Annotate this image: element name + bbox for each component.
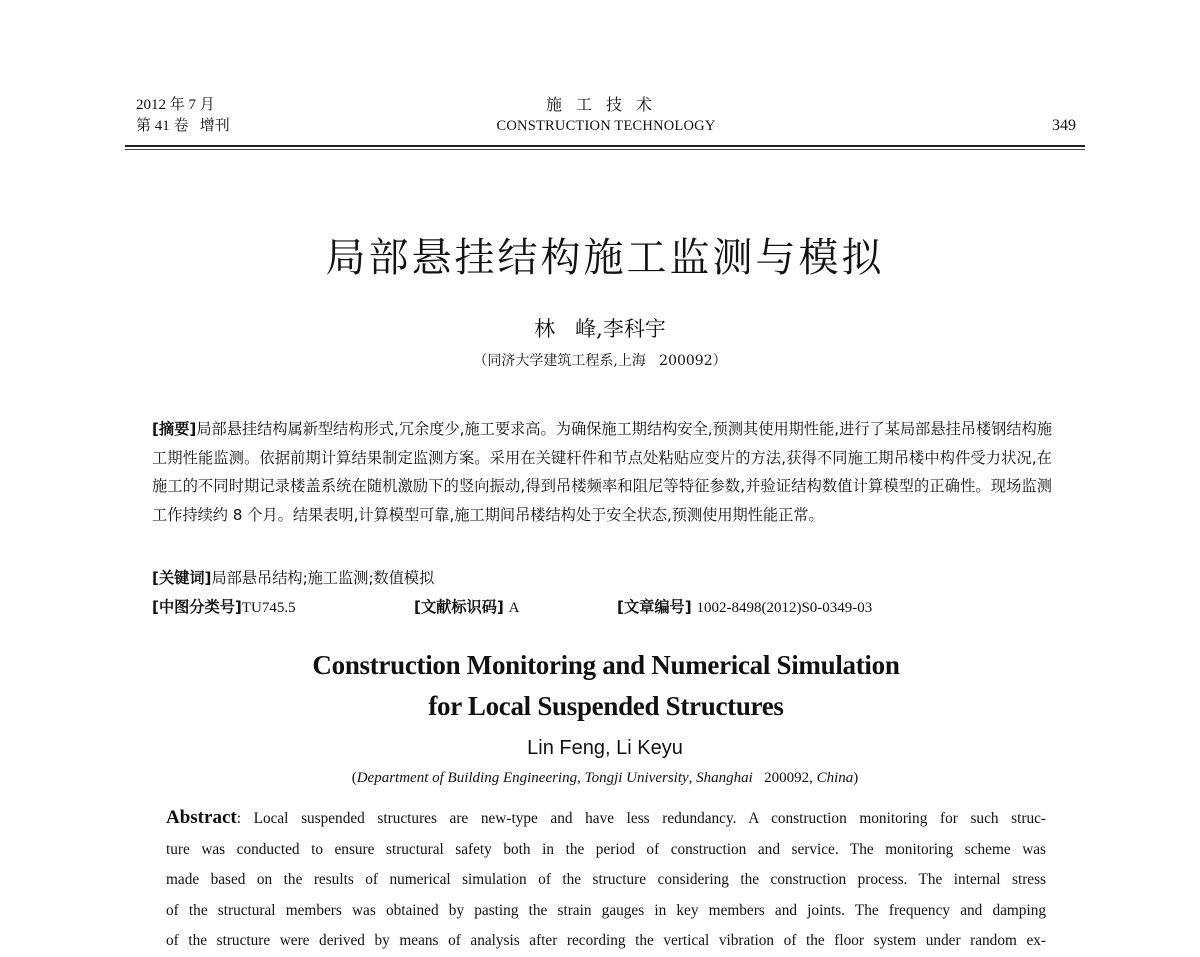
abstract-en-line-text: : Local suspended structures are new-type and have less redundancy. A construction monitoring for such struc- [236, 810, 1046, 827]
issue-volume: 第 41 卷 增刊 [136, 118, 230, 134]
affil-zip: 200092 [764, 770, 810, 786]
header-rule-thick [125, 145, 1085, 147]
affil-open-paren: ( [351, 770, 357, 786]
page-number: 349 [1052, 117, 1076, 134]
abstract-cn-text: 局部悬挂结构属新型结构形式,冗余度少,施工要求高。为确保施工期结构安全,预测其使用期性能,进行了某局部悬挂吊楼钢结构施工期性能监测。依据前期计算结果制定监测方案。采用在关键杆件和节点处粘贴应变片的方法,获得不同施工期吊楼中构件受力状况,在施工的不同时期记录楼盖系统在随机激励下的竖向振动,得到吊楼频率和阻尼等特征参数,并验证结构数值计算模型的正确性。现场监测工作持续约 8 个月。结果表明,计算模型可靠,施工期间吊楼结构处于安全状态,预测使用期性能正常。 [152, 420, 1052, 524]
header-rule-thin [125, 149, 1085, 150]
abstract-en-line: made based on the results of numerical simulation of the structure considering the construction process. The internal stress [166, 871, 1046, 888]
keywords-cn-label: [关键词] [152, 569, 212, 587]
clc-label: [中图分类号] [152, 598, 242, 616]
article-title-en [0, 645, 1200, 727]
journal-name-en: CONSTRUCTION TECHNOLOGY [496, 118, 716, 134]
article-title-cn: 局部悬挂结构施工监测与模拟 [325, 235, 885, 281]
affil-department: Department of Building Engineering [356, 770, 578, 786]
clc-number [152, 596, 296, 617]
document-code [414, 596, 520, 617]
abstract-cn-label: [摘要] [152, 420, 197, 438]
authors-cn: 林 峰,李科宇 [534, 317, 666, 341]
document-code-value: A [508, 600, 520, 616]
affiliation-cn: （同济大学建筑工程系,上海 200092） [473, 353, 727, 369]
affil-country: China [816, 770, 854, 786]
abstract-en-label: Abstract [166, 807, 237, 828]
article-number-label: [文章编号] [617, 598, 692, 616]
affiliation-en: (Department of Building Engineering, Tongji University, Shanghai 200092, China) [351, 770, 859, 786]
clc-value: TU745.5 [241, 600, 296, 616]
affil-city: Shanghai [696, 770, 753, 786]
article-number-value: 1002-8498(2012)S0-0349-03 [696, 600, 873, 616]
article-title-en-line1: Construction Monitoring and Numerical Simulation [312, 650, 900, 680]
abstract-en-line: of the structural members was obtained by pasting the strain gauges in key members and joints. The frequency and damping [166, 901, 1046, 919]
affil-close-paren: ) [853, 770, 859, 786]
journal-name-cn: 施工技术 [545, 97, 666, 114]
article-number [617, 596, 872, 617]
journal-name [0, 95, 1200, 137]
abstract-en-line: of the structure were derived by means of analysis after recording the vertical vibration of the floor system under random ex- [166, 932, 1046, 949]
abstract-en-line [166, 803, 1046, 835]
article-title-en-line2: for Local Suspended Structures [428, 691, 784, 721]
affil-university: Tongji University [584, 770, 689, 786]
abstract-cn [152, 415, 1052, 529]
keywords-cn-text: 局部悬吊结构;施工监测;数值模拟 [211, 569, 435, 587]
issue-date: 2012 年 7 月 [136, 97, 215, 113]
document-code-label: [文献标识码] [414, 598, 504, 616]
abstract-en [166, 803, 1046, 957]
keywords-cn [152, 567, 434, 588]
abstract-en-line: ture was conducted to ensure structural safety both in the period of construction and service. The monitoring scheme was [166, 840, 1046, 858]
authors-en: Lin Feng, Li Keyu [527, 737, 683, 759]
